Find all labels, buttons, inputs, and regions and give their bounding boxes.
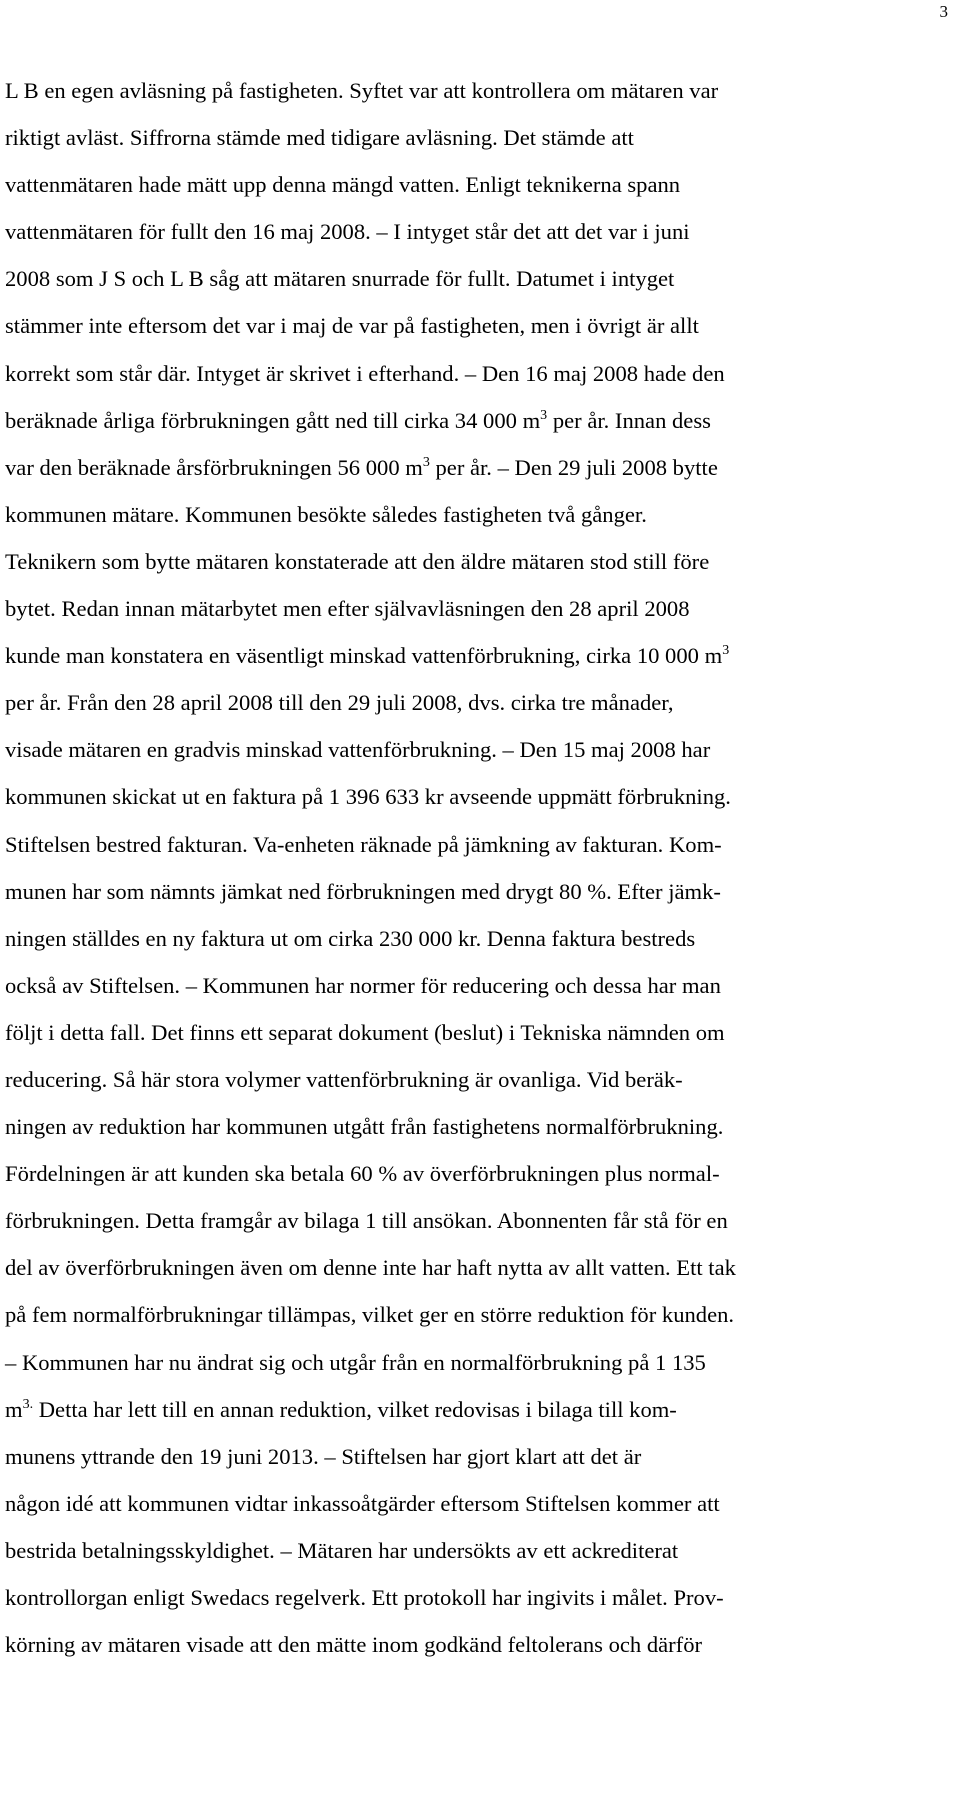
text-line: [5, 444, 955, 491]
page-number: 3: [939, 2, 948, 21]
line-text: var den beräknade årsförbrukningen 56 000 m: [5, 454, 423, 480]
text-line: [5, 1197, 955, 1244]
line-text: kommunen mätare. Kommunen besökte således fastigheten två gånger.: [5, 501, 647, 527]
text-line: [5, 1339, 955, 1386]
text-line: [5, 679, 955, 726]
line-text: förbrukningen. Detta framgår av bilaga 1 till ansökan. Abonnenten får stå för en: [5, 1208, 728, 1234]
text-line: [5, 915, 955, 962]
text-line: [5, 1291, 955, 1338]
line-text: Stiftelsen bestred fakturan. Va-enheten räknade på jämkning av fakturan. Kom-: [5, 831, 722, 857]
line-text: per år. Från den 28 april 2008 till den 29 juli 2008, dvs. cirka tre månader,: [5, 690, 674, 716]
superscript: 3: [422, 454, 430, 470]
text-line: [5, 821, 955, 868]
text-line: [5, 302, 955, 349]
text-line: [5, 1433, 955, 1480]
line-text: kontrollorgan enligt Swedacs regelverk. Ett protokoll har ingivits i målet. Prov-: [5, 1585, 724, 1610]
text-line: [5, 255, 955, 302]
text-line: [5, 1103, 955, 1150]
text-line: [5, 1056, 955, 1103]
line-text: Fördelningen är att kunden ska betala 60 % av överförbrukningen plus normal-: [5, 1161, 720, 1187]
text-line: [5, 1621, 955, 1668]
text-line: [5, 726, 955, 773]
body-text: [5, 67, 955, 1668]
text-line: [5, 397, 955, 444]
line-text: kommunen skickat ut en faktura på 1 396 633 kr avseende uppmätt förbrukning.: [5, 784, 731, 810]
text-line: [5, 350, 955, 397]
line-text: del av överförbrukningen även om denne inte har haft nytta av allt vatten. Ett tak: [5, 1255, 736, 1281]
line-text: beräknade årliga förbrukningen gått ned till cirka 34 000 m: [5, 407, 541, 433]
text-line: [5, 962, 955, 1009]
line-text: munen har som nämnts jämkat ned förbrukningen med drygt 80 %. Efter jämk-: [5, 878, 721, 904]
line-text: bestrida betalningsskyldighet. – Mätaren har undersökts av ett ackrediterat: [5, 1537, 679, 1563]
text-line: [5, 632, 955, 679]
line-text: riktigt avläst. Siffrorna stämde med tidigare avläsning. Det stämde att: [5, 125, 634, 151]
line-text: bytet. Redan innan mätarbytet men efter självavläsningen den 28 april 2008: [5, 596, 690, 622]
text-line: [5, 1009, 955, 1056]
line-text: också av Stiftelsen. – Kommunen har normer för reducering och dessa har man: [5, 972, 721, 998]
line-text: vattenmätaren för fullt den 16 maj 2008. – I intyget står det att det var i juni: [5, 219, 690, 245]
text-line: [5, 161, 955, 208]
text-line: [5, 538, 955, 585]
line-text: ningen ställdes en ny faktura ut om cirka 230 000 kr. Denna faktura bestreds: [5, 925, 696, 951]
line-text: visade mätaren en gradvis minskad vattenförbrukning. – Den 15 maj 2008 har: [5, 737, 711, 763]
text-line: [5, 1150, 955, 1197]
line-text: m: [5, 1396, 23, 1422]
line-text: ningen av reduktion har kommunen utgått från fastighetens normalförbrukning.: [5, 1114, 724, 1140]
line-text: 2008 som J S och L B såg att mätaren snurrade för fullt. Datumet i intyget: [5, 266, 675, 292]
line-text: L B en egen avläsning på fastigheten. Syftet var att kontrollera om mätaren var: [5, 78, 719, 103]
line-text: kunde man konstatera en väsentligt minskad vattenförbrukning, cirka 10 000 m: [5, 643, 723, 669]
line-text: – Kommunen har nu ändrat sig och utgår från en normalförbrukning på 1 135: [5, 1349, 706, 1375]
line-text: munens yttrande den 19 juni 2013. – Stiftelsen har gjort klart att det är: [5, 1443, 642, 1469]
line-text: korrekt som står där. Intyget är skrivet i efterhand. – Den 16 maj 2008 hade den: [5, 360, 725, 386]
line-text: vattenmätaren hade mätt upp denna mängd vatten. Enligt teknikerna spann: [5, 172, 681, 198]
line-text-continued: per år. Innan dess: [547, 407, 711, 433]
text-line: [5, 1574, 955, 1621]
superscript: 3.: [22, 1396, 34, 1412]
text-line: [5, 1244, 955, 1291]
text-line: [5, 868, 955, 915]
text-line: [5, 1386, 955, 1433]
line-text: reducering. Så här stora volymer vattenförbrukning är ovanliga. Vid beräk-: [5, 1066, 683, 1092]
text-line: [5, 1527, 955, 1574]
line-text: körning av mätaren visade att den mätte inom godkänd feltolerans och därför: [5, 1632, 703, 1658]
line-text: Teknikern som bytte mätaren konstaterade att den äldre mätaren stod still före: [5, 548, 710, 574]
superscript: 3: [722, 643, 730, 659]
line-text-continued: per år. – Den 29 juli 2008 bytte: [429, 454, 718, 480]
text-line: [5, 1480, 955, 1527]
line-text: stämmer inte eftersom det var i maj de var på fastigheten, men i övrigt är allt: [5, 313, 699, 339]
line-text: någon idé att kommunen vidtar inkassoåtgärder eftersom Stiftelsen kommer att: [5, 1490, 720, 1516]
line-text: följt i detta fall. Det finns ett separat dokument (beslut) i Tekniska nämnden om: [5, 1019, 725, 1045]
text-line: [5, 208, 955, 255]
superscript: 3: [540, 407, 548, 423]
line-text: på fem normalförbrukningar tillämpas, vilket ger en större reduktion för kunden.: [5, 1302, 735, 1328]
line-text-continued: Detta har lett till en annan reduktion, vilket redovisas i bilaga till kom-: [33, 1396, 677, 1422]
text-line: [5, 114, 955, 161]
text-line: [5, 491, 955, 538]
text-line: [5, 67, 955, 114]
text-line: [5, 773, 955, 820]
text-line: [5, 585, 955, 632]
